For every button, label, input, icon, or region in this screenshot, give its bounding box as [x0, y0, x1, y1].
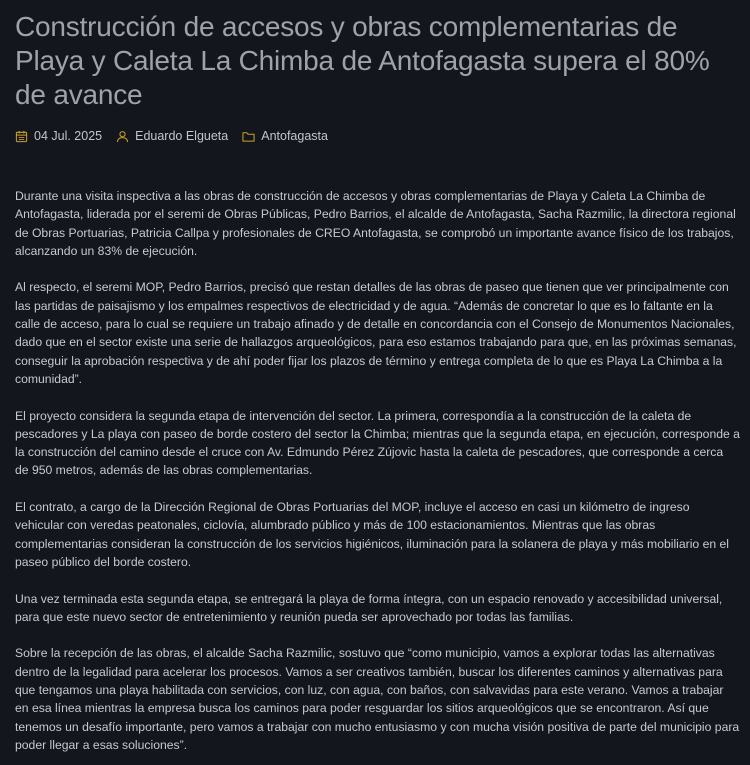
- meta-category[interactable]: [242, 129, 328, 143]
- article-paragraph: Una vez terminada esta segunda etapa, se entregará la playa de forma íntegra, con un espacio renovado y accesibilidad universal, para que este nuevo sector de entretenimiento y reunión pueda ser aprovechado por todas las familias.: [15, 591, 723, 624]
- meta-author[interactable]: [116, 129, 228, 143]
- calendar-icon: [15, 130, 28, 143]
- meta-date: [15, 129, 102, 143]
- user-icon: [116, 130, 129, 143]
- folder-icon: [242, 130, 255, 143]
- article-meta: [15, 127, 740, 145]
- article-paragraph: Al respecto, el seremi MOP, Pedro Barrios, precisó que restan detalles de las obras de paseo que tienen que ver principalmente con las partidas de paisajismo y los empalmes respectivos de electricidad y de agua. “Además de concretar lo que es lo faltante en la calle de acceso, para lo cual se requiere un trabajo afinado y de detalle en concordancia con el Consejo de Monumentos Nacionales, dado que en el sector existe una serie de hallazgos arqueológicos, para eso estamos trabajando para que, en las próximas semanas, conseguir la aprobación respectiva y de ahí poder fijar los plazos de término y entrega completa de lo que es Playa La Chimba a la comunidad”.: [15, 280, 737, 386]
- article-paragraph: El contrato, a cargo de la Dirección Regional de Obras Portuarias del MOP, incluye el acceso en casi un kilómetro de ingreso vehicular con veredas peatonales, ciclovía, alumbrado público y más de 100 estacionamientos. Mientras que las obras complementarias consideran la construcción de los servicios higiénicos, iluminación para la solanera de playa y más mobiliario en el paseo público del borde costero.: [15, 500, 730, 569]
- article-paragraph: Durante una visita inspectiva a las obras de construcción de accesos y obras complementarias de Playa y Caleta La Chimba de Antofagasta, liderada por el seremi de Obras Públicas, Pedro Barrios, el alcalde de Antofagasta, Sacha Razmilic, la directora regional de Obras Portuarias, Patricia Callpa y profesionales de CREO Antofagasta, se comprobó un importante avance físico de los trabajos, alcanzando un 83% de ejecución.: [15, 189, 736, 258]
- article-paragraph: Sobre la recepción de las obras, el alcalde Sacha Razmilic, sostuvo que “como municipio, vamos a explorar todas las alternativas dentro de la legalidad para acelerar los procesos. Vamos a ser creativos también, buscar los diferentes caminos y alternativas para que tengamos una playa habilitada con servicios, con luz, con agua, con baños, con salvavidas para este verano. Vamos a trabajar en esa línea mientras la empresa busca los caminos para poder resguardar los sitios arqueológicos que se encontraron. Así que tenemos un desafío importante, pero vamos a trabajar con mucho entusiasmo y con mucha visión positiva de parte del municipio para poder llegar a esas soluciones”.: [15, 646, 740, 752]
- meta-date-text: 04 Jul. 2025: [34, 129, 103, 143]
- article-body: [15, 187, 740, 754]
- category-link[interactable]: Antofagasta: [261, 129, 328, 143]
- author-link[interactable]: Eduardo Elgueta: [135, 129, 229, 143]
- article-paragraph: El proyecto considera la segunda etapa de intervención del sector. La primera, correspondía a la construcción de la caleta de pescadores y La playa con paseo de borde costero del sector la Chimba; mientras que la segunda etapa, en ejecución, corresponde a la construcción del camino desde el cruce con Av. Edmundo Pérez Zújovic hasta la caleta de pescadores, que corresponde a cerca de 950 metros, además de las obras complementarias.: [15, 408, 740, 478]
- article-title: Construcción de accesos y obras complementarias de Playa y Caleta La Chimba de Antofagasta supera el 80% de avance: [15, 11, 710, 110]
